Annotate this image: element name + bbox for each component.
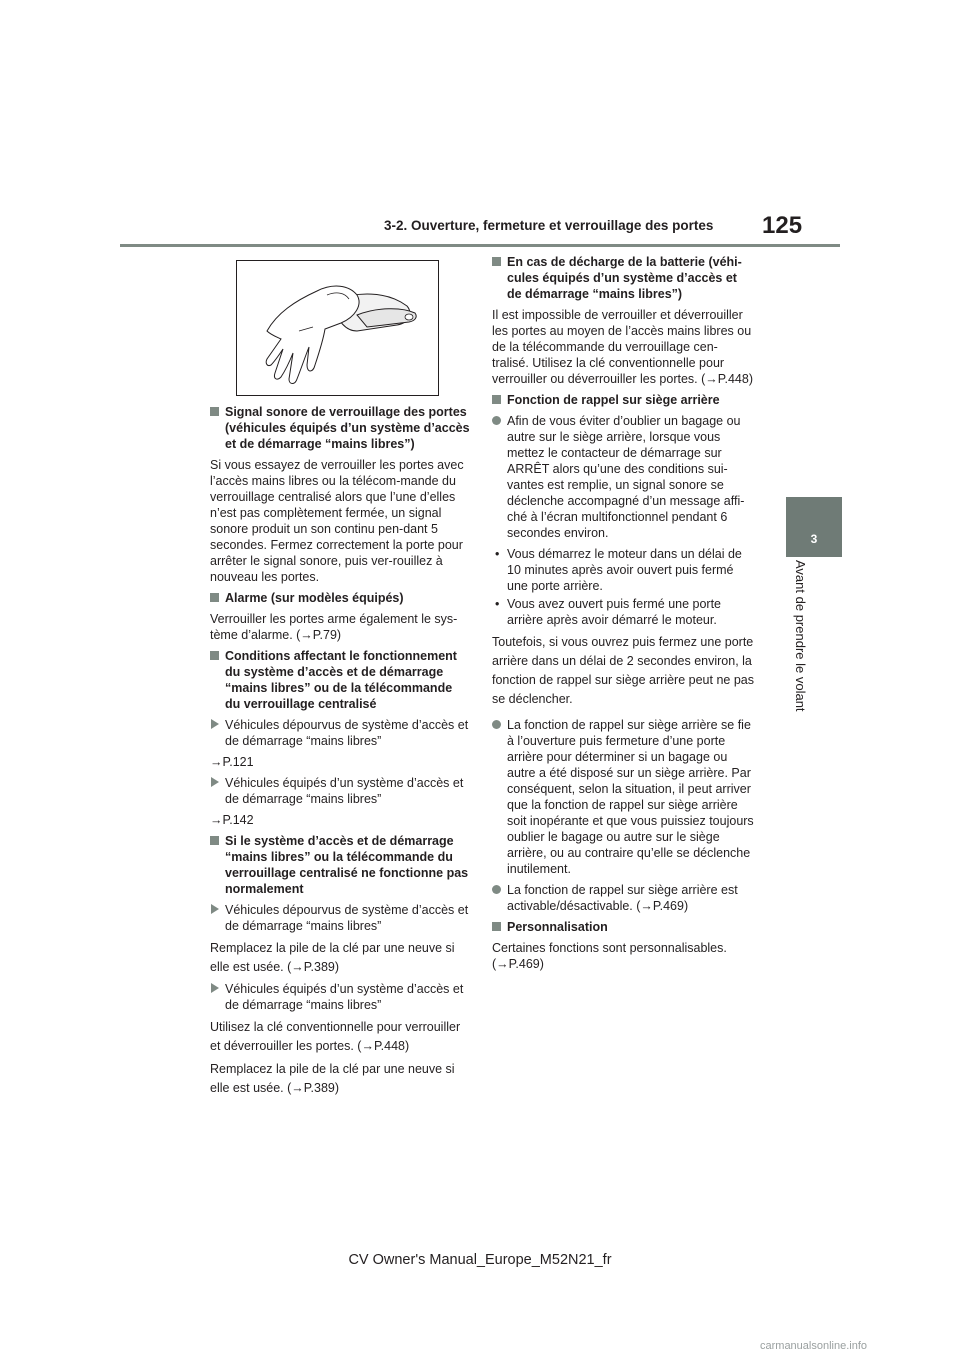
paragraph: Si vous essayez de verrouiller les portes avec l’accès mains libres ou la télécom-mande du verrouillage centralisé alors que l’une d’elles n’est pas complètement fermée, un signal sonore produit un son continu pen-dant 5 secondes. Fermez correctement la porte pour arrêter le signal sonore, puis ver-rouillez à nouveau les portes. [210,458,464,584]
bullet-item: La fonction de rappel sur siège arrière se fie à l’ouverture puis fermeture d’une porte arrière pour déterminer si un bagage ou autre a été disposé sur un siège arrière. Par conséquent, selon la situation, il peut arriver que la fonction de rappel sur siège arrière soit inopérante et que vous puissiez toujours oublier le bagage ou autre sur le siège arrière, ou au contraire qu’elle se déclenche inutilement. [492,717,754,877]
page-reference: →P.121 [210,755,254,769]
heading-rear-seat-reminder: Fonction de rappel sur siège arrière [492,392,754,408]
bullet-item: La fonction de rappel sur siège arrière est activable/désactivable. (→P.469) [492,882,754,914]
heading-conditions: Conditions affectant le fonctionnement du système d’accès et de démarrage “mains libres” ou de la télécommande du verrouillage centralisé [210,648,470,712]
watermark: carmanualsonline.info [760,1340,868,1352]
sub-item: • Vous avez ouvert puis fermé une porte arrière après avoir démarré le moteur. [495,597,722,627]
paragraph: Verrouiller les portes arme également le sys-tème d’alarme. (→P.79) [210,612,458,642]
header-divider [120,244,840,247]
bullet-dot: • [495,547,500,561]
paragraph: Remplacez la pile de la clé par une neuve si elle est usée. (→P.389) [210,941,455,974]
left-column [210,260,470,1102]
page-reference: →P.142 [210,813,254,827]
arrow-item: Véhicules dépourvus de système d’accès et de démarrage “mains libres” [210,717,470,749]
heading-customization: Personnalisation [492,919,754,935]
paragraph: Toutefois, si vous ouvrez puis fermez une porte arrière dans un délai de 2 secondes environ, la fonction de rappel sur siège arrière peut ne pas se déclencher. [492,635,754,706]
door-handle-illustration [236,260,439,396]
heading-door-lock-buzzer: Signal sonore de verrouillage des portes (véhicules équipés d’un système d’accès et de démarrage “mains libres”) [210,404,470,452]
paragraph: Utilisez la clé conventionnelle pour verrouiller et déverrouiller les portes. (→P.448) [210,1020,461,1053]
hand-touching-door-handle-image [237,261,438,395]
paragraph: Remplacez la pile de la clé par une neuve si elle est usée. (→P.389) [210,1062,455,1095]
paragraph: Il est impossible de verrouiller et déverrouiller les portes au moyen de l’accès mains libres ou de la télécommande du verrouillage cen-tralisé. Utilisez la clé conventionnelle pour verrouiller ou déverrouiller les portes. (→P.448) [492,308,753,386]
footer-manual-id: CV Owner's Manual_Europe_M52N21_fr [348,1252,612,1268]
chapter-tab-label: Avant de prendre le volant [793,560,808,712]
paragraph: Certaines fonctions sont personnalisables. (→P.469) [492,941,727,971]
arrow-item: Véhicules équipés d’un système d’accès et de démarrage “mains libres” [210,981,470,1013]
page-number: 125 [762,212,803,239]
heading-malfunction: Si le système d’accès et de démarrage “mains libres” ou la télécommande du verrouillage centralisé ne fonctionne pas normalement [210,833,470,897]
heading-alarm: Alarme (sur modèles équipés) [210,590,470,606]
arrow-item: Véhicules équipés d’un système d’accès et de démarrage “mains libres” [210,775,470,807]
section-title: 3-2. Ouverture, fermeture et verrouillage des portes [384,218,714,233]
bullet-dot: • [495,597,500,611]
arrow-item: Véhicules dépourvus de système d’accès et de démarrage “mains libres” [210,902,470,934]
bullet-item: Afin de vous éviter d’oublier un bagage ou autre sur le siège arrière, lorsque vous mettez le contacteur de démarrage sur ARRÊT alors qu’une des conditions sui-vantes est remplie, un signal sonore se déclenche accompagné d’un message affi-ché à l’écran multifonctionnel pendant 6 secondes environ. [492,413,754,541]
chapter-tab: 3 [786,497,842,557]
sub-item: • Vous démarrez le moteur dans un délai de 10 minutes après avoir ouvert puis fermé une porte arrière. [495,547,742,593]
right-column [492,254,754,977]
heading-battery-discharge: En cas de décharge de la batterie (véhi-cules équipés d’un système d’accès et de démarrage “mains libres”) [492,254,754,302]
